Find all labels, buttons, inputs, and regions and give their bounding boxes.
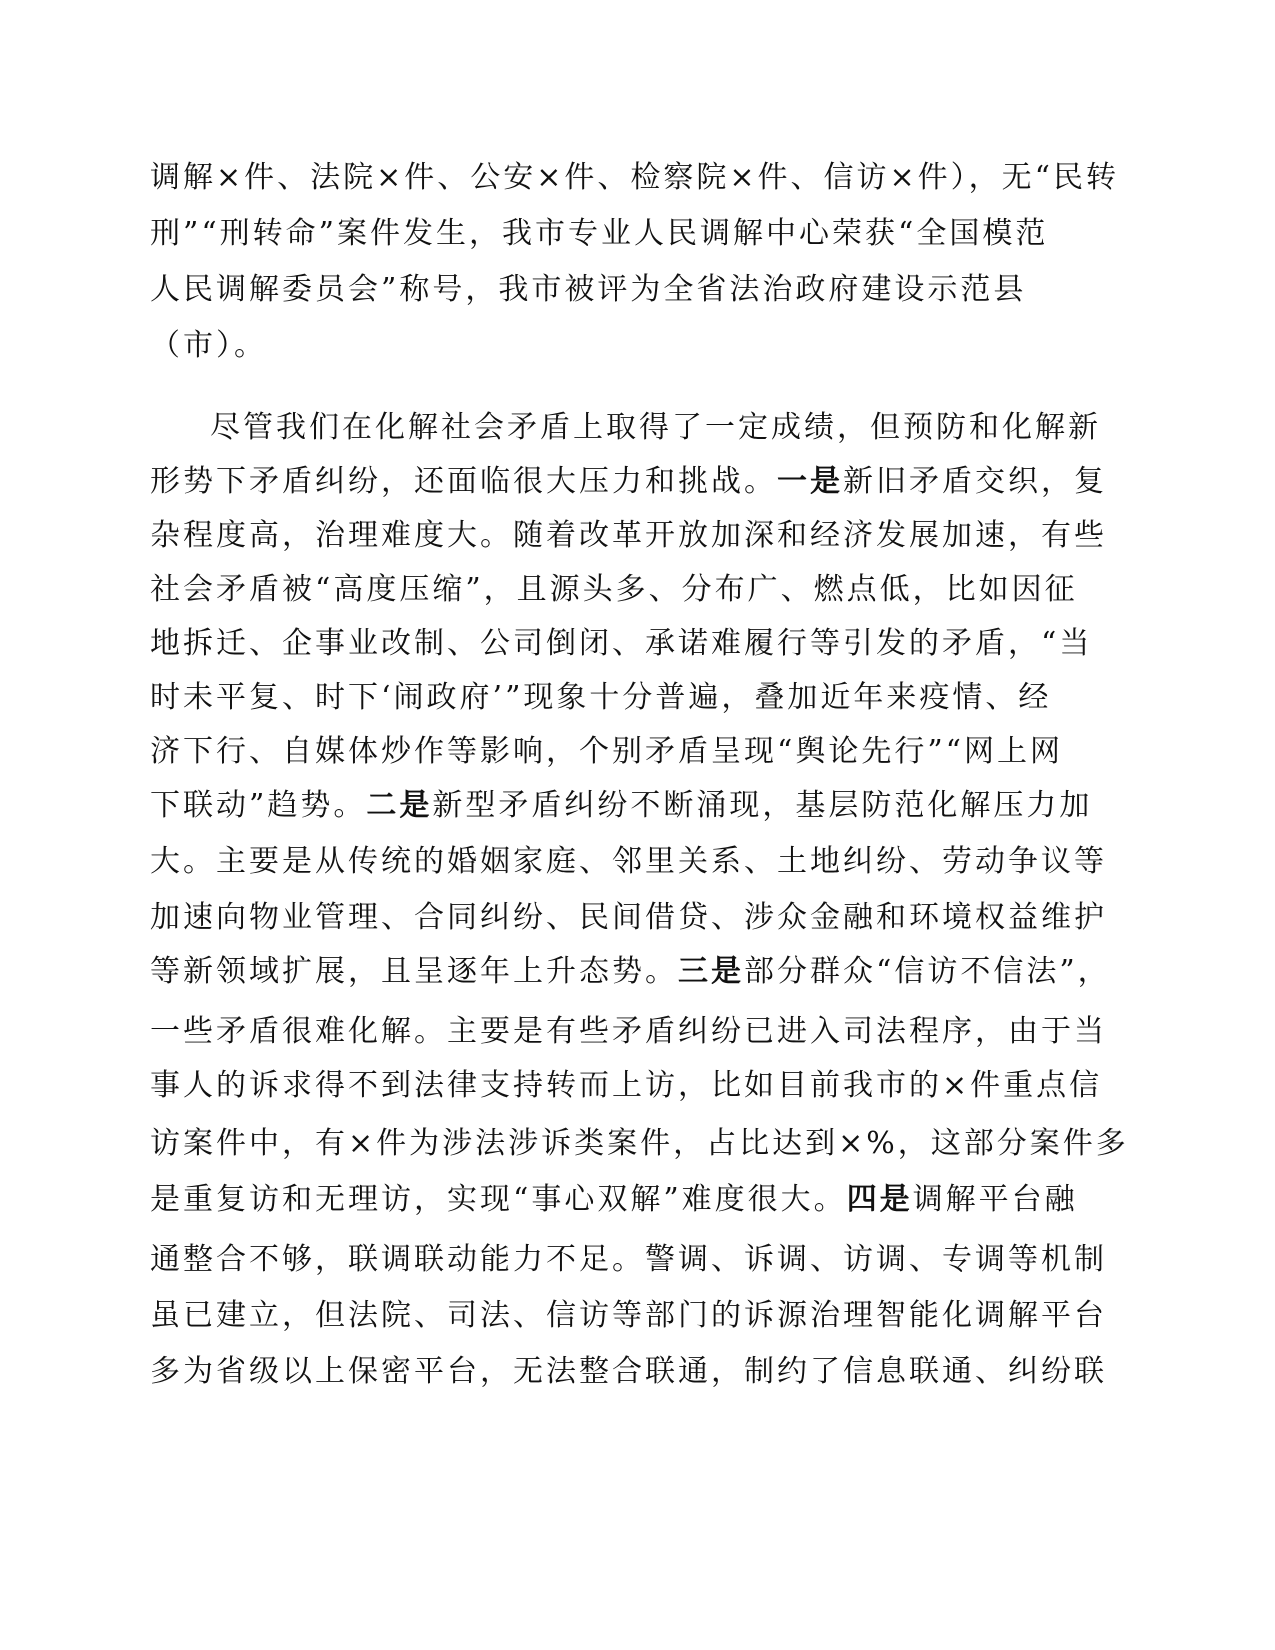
text-segment: 新旧矛盾交织，复 (843, 464, 1107, 499)
text-segment: 调解×件、法院×件、公安×件、检察院×件、信访×件），无“民转 (150, 160, 1120, 195)
text-line (150, 842, 1107, 882)
text-line (150, 1240, 1107, 1280)
text-segment: 事人的诉求得不到法律支持转而上访，比如目前我市的×件重点信 (150, 1068, 1103, 1103)
bold-marker: 四是 (846, 1182, 913, 1217)
text-segment: 部分群众“信访不信法”， (744, 954, 1111, 989)
text-line (150, 732, 1063, 772)
text-segment: 济下行、自媒体炒作等影响，个别矛盾呈现“舆论先行”“网上网 (150, 734, 1064, 769)
paragraph-first-line (210, 408, 1101, 448)
text-line (150, 1180, 1078, 1220)
text-segment: 大。主要是从传统的婚姻家庭、邻里关系、土地纠纷、劳动争议等 (150, 844, 1107, 879)
text-line (150, 158, 1119, 198)
text-line (150, 1352, 1107, 1392)
text-segment: 虽已建立，但法院、司法、信访等部门的诉源治理智能化调解平台 (150, 1298, 1107, 1333)
text-line (150, 1012, 1107, 1052)
text-line (150, 462, 1107, 502)
text-line (150, 624, 1092, 664)
text-segment: 一些矛盾很难化解。主要是有些矛盾纠纷已进入司法程序，由于当 (150, 1014, 1107, 1049)
text-segment: 多为省级以上保密平台，无法整合联通，制约了信息联通、纠纷联 (150, 1354, 1107, 1389)
text-line (150, 516, 1107, 556)
text-segment: （市）。 (150, 328, 267, 363)
text-segment: 社会矛盾被“高度压缩”，且源头多、分布广、燃点低，比如因征 (150, 572, 1078, 607)
text-line (150, 1296, 1107, 1336)
text-segment: 地拆迁、企事业改制、公司倒闭、承诺难履行等引发的矛盾，“当 (150, 626, 1093, 661)
text-line (150, 270, 1026, 310)
text-segment: 访案件中，有×件为涉法涉诉类案件，占比达到×%，这部分案件多 (150, 1126, 1129, 1161)
text-line (150, 952, 1111, 992)
bold-marker: 二是 (366, 788, 433, 823)
text-segment: 形势下矛盾纠纷，还面临很大压力和挑战。 (150, 464, 777, 499)
text-segment: 加速向物业管理、合同纠纷、民间借贷、涉众金融和环境权益维护 (150, 900, 1107, 935)
text-segment: 杂程度高，治理难度大。随着改革开放加深和经济发展加速，有些 (150, 518, 1107, 553)
text-line (150, 570, 1078, 610)
text-segment: 新型矛盾纠纷不断涌现，基层防范化解压力加 (432, 788, 1093, 823)
text-line (150, 898, 1107, 938)
text-segment: 是重复访和无理访，实现“事心双解”难度很大。 (150, 1182, 847, 1217)
text-segment: 等新领域扩展，且呈逐年上升态势。 (150, 954, 678, 989)
text-line (150, 1066, 1102, 1106)
text-segment: 尽管我们在化解社会矛盾上取得了一定成绩，但预防和化解新 (210, 410, 1101, 445)
text-segment: 时未平复、时下‘闹政府’”现象十分普遍，叠加近年来疫情、经 (150, 680, 1052, 715)
bold-marker: 一是 (777, 464, 843, 499)
text-line (150, 678, 1051, 718)
text-line (150, 786, 1092, 826)
text-line (150, 214, 1048, 254)
bold-marker: 三是 (678, 954, 744, 989)
text-segment: 刑”“刑转命”案件发生，我市专业人民调解中心荣获“全国模范 (150, 216, 1049, 251)
text-segment: 通整合不够，联调联动能力不足。警调、诉调、访调、专调等机制 (150, 1242, 1107, 1277)
text-segment: 下联动”趋势。 (150, 788, 367, 823)
text-line (150, 326, 267, 366)
text-segment: 调解平台融 (912, 1182, 1078, 1217)
text-segment: 人民调解委员会”称号，我市被评为全省法治政府建设示范县 (150, 272, 1027, 307)
text-line (150, 1124, 1129, 1164)
